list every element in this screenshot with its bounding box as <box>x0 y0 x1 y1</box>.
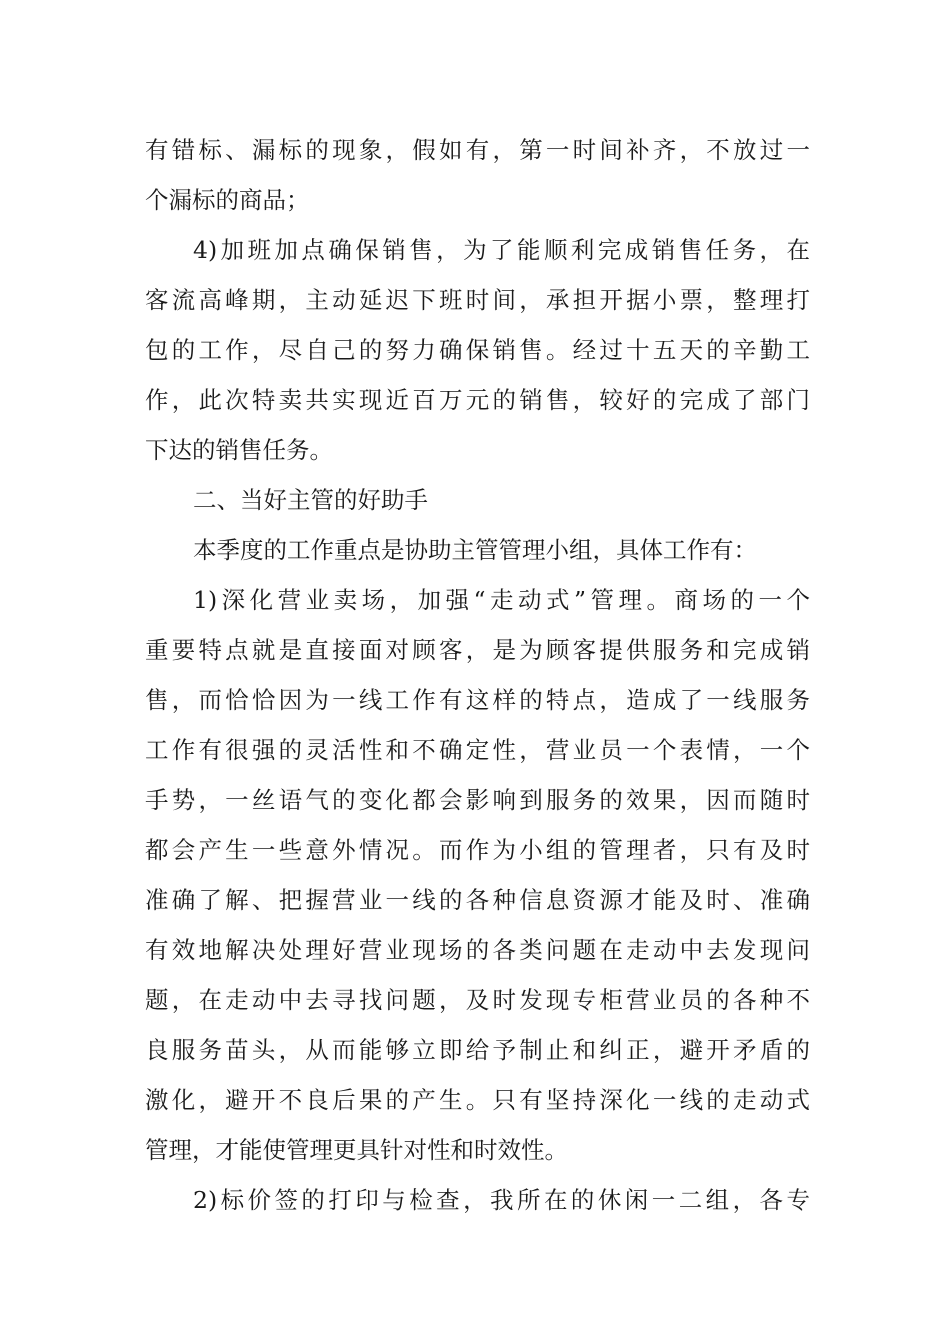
text-line: 题，在走动中去寻找问题，及时发现专柜营业员的各种不 <box>145 986 810 1014</box>
text-line: 准确了解、把握营业一线的各种信息资源才能及时、准确 <box>145 886 810 914</box>
text-line: 2)标价签的打印与检查，我所在的休闲一二组，各专 <box>193 1186 810 1214</box>
text-line: 激化，避开不良后果的产生。只有坚持深化一线的走动式 <box>145 1086 810 1114</box>
text-line: 管理，才能使管理更具针对性和时效性。 <box>145 1136 568 1164</box>
text-line: 都会产生一些意外情况。而作为小组的管理者，只有及时 <box>145 836 810 864</box>
text-line: 有效地解决处理好营业现场的各类问题在走动中去发现问 <box>145 936 810 964</box>
text-line: 1)深化营业卖场，加强“走动式”管理。商场的一个 <box>193 586 810 614</box>
text-line: 有错标、漏标的现象，假如有，第一时间补齐，不放过一 <box>145 136 810 164</box>
text-line: 下达的销售任务。 <box>145 436 333 464</box>
text-line: 本季度的工作重点是协助主管管理小组，具体工作有： <box>193 536 757 564</box>
text-line: 手势，一丝语气的变化都会影响到服务的效果，因而随时 <box>145 786 810 814</box>
text-line: 售，而恰恰因为一线工作有这样的特点，造成了一线服务 <box>145 686 810 714</box>
text-line: 良服务苗头，从而能够立即给予制止和纠正，避开矛盾的 <box>145 1036 810 1064</box>
text-line: 作，此次特卖共实现近百万元的销售，较好的完成了部门 <box>145 386 810 414</box>
text-line: 客流高峰期，主动延迟下班时间，承担开据小票，整理打 <box>145 286 810 314</box>
text-line: 4)加班加点确保销售，为了能顺利完成销售任务，在 <box>193 236 810 264</box>
text-line: 包的工作，尽自己的努力确保销售。经过十五天的辛勤工 <box>145 336 810 364</box>
text-line: 个漏标的商品； <box>145 186 310 214</box>
section-heading: 二、当好主管的好助手 <box>193 486 428 514</box>
text-line: 重要特点就是直接面对顾客，是为顾客提供服务和完成销 <box>145 636 810 664</box>
text-line: 工作有很强的灵活性和不确定性，营业员一个表情，一个 <box>145 736 810 764</box>
